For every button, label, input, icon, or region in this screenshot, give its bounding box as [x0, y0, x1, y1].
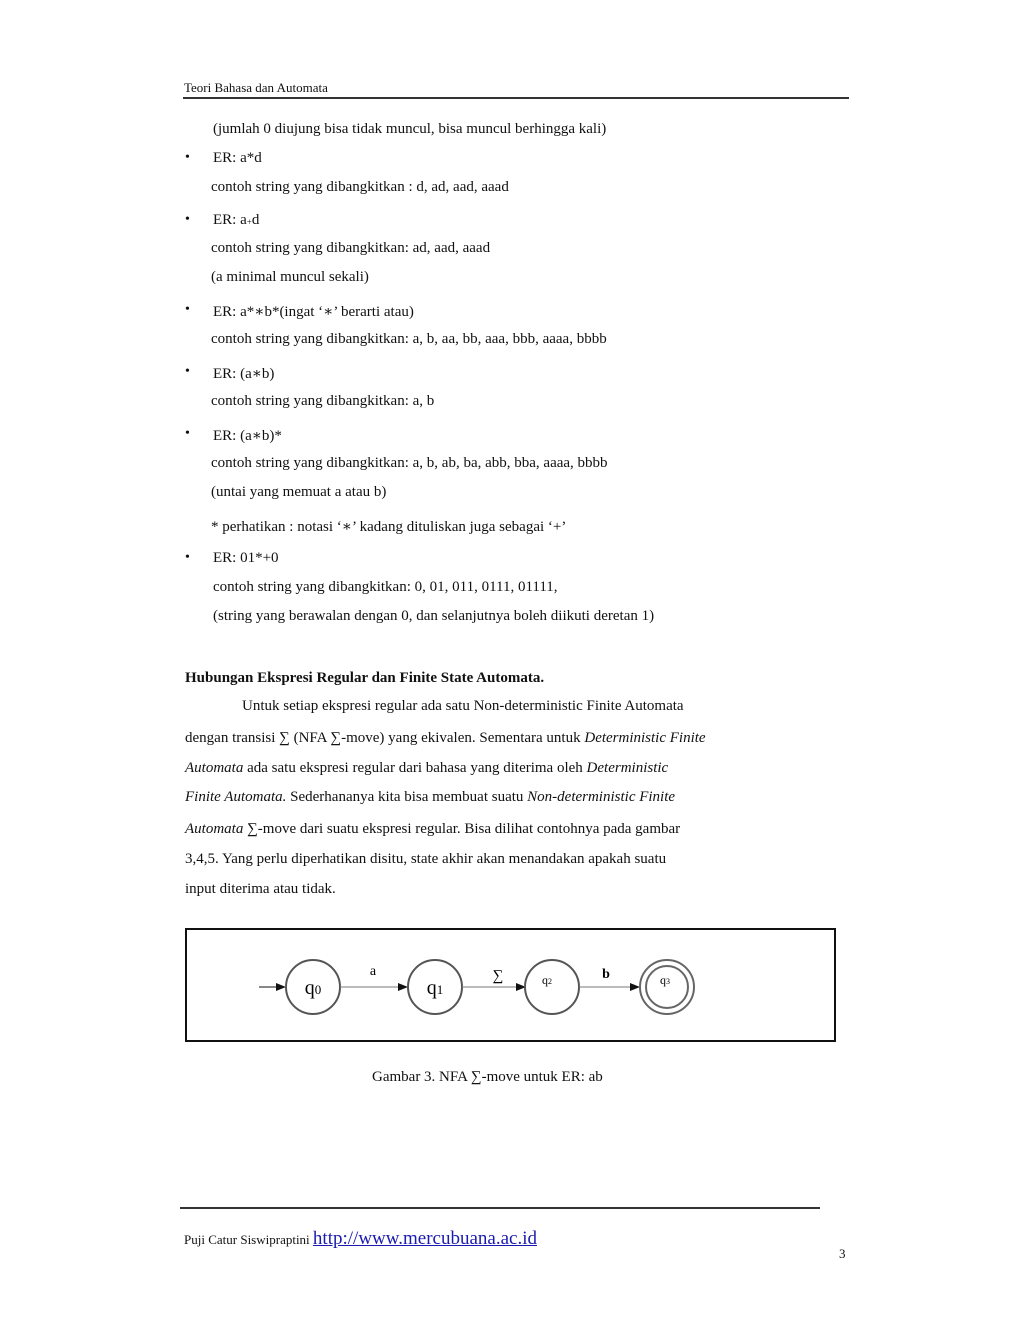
text-line: contoh string yang dibangkitkan: a, b, ab, ba, abb, bba, aaaa, bbbb	[211, 455, 608, 471]
paragraph-line: 3,4,5. Yang perlu diperhatikan disitu, state akhir akan menandakan apakah suatu	[185, 851, 667, 867]
bullet-icon: •	[185, 426, 190, 441]
text-line: (untai yang memuat a atau b)	[211, 484, 387, 500]
text-line: contoh string yang dibangkitkan : d, ad, aad, aaad	[211, 179, 509, 195]
bullet-item: ER: 01*+0	[213, 550, 279, 566]
figure-frame	[185, 928, 836, 1042]
state-q2	[525, 960, 579, 1014]
text-line: (string yang berawalan dengan 0, dan selanjutnya boleh diikuti deretan 1)	[213, 608, 655, 624]
text-line: (jumlah 0 diujung bisa tidak muncul, bisa muncul berhingga kali)	[213, 121, 607, 137]
bullet-item: ER: (a∗b)*	[213, 428, 282, 444]
state-q2-label: q2	[542, 973, 552, 987]
bullet-icon: •	[185, 364, 190, 379]
paragraph-line: Untuk setiap ekspresi regular ada satu Non-deterministic Finite Automata	[242, 698, 684, 714]
state-q0-label: q0	[304, 977, 322, 999]
header-rule	[183, 97, 849, 99]
footer-rule	[180, 1207, 820, 1209]
running-header: Teori Bahasa dan Automata	[184, 80, 328, 95]
bullet-icon: •	[185, 550, 190, 565]
bullet-icon: •	[185, 302, 190, 317]
footer	[184, 1228, 537, 1250]
bullet-item: ER: a*∗b*(ingat ‘∗’ berarti atau)	[213, 304, 414, 320]
text-line: (a minimal muncul sekali)	[211, 269, 369, 285]
paragraph-line: input diterima atau tidak.	[185, 881, 336, 897]
paragraph-line: Finite Automata. Sederhananya kita bisa membuat suatu Non-deterministic Finite	[185, 789, 676, 805]
paragraph-line: Automata ∑-move dari suatu ekspresi regular. Bisa dilihat contohnya pada gambar	[185, 821, 681, 837]
text-line: contoh string yang dibangkitkan: a, b, aa, bb, aaa, bbb, aaaa, bbbb	[211, 331, 607, 347]
state-q3-label: q3	[660, 973, 670, 987]
footer-author: Puji Catur Siswipraptini	[184, 1232, 310, 1247]
bullet-icon: •	[185, 150, 190, 165]
text-line: contoh string yang dibangkitkan: ad, aad, aaad	[211, 240, 491, 256]
state-q3-inner	[646, 966, 688, 1008]
text-line: contoh string yang dibangkitkan: a, b	[211, 393, 435, 409]
footer-link[interactable]: http://www.mercubuana.ac.id	[312, 1228, 537, 1249]
nfa-diagram	[187, 930, 834, 1040]
bullet-item: ER: (a∗b)	[213, 366, 275, 382]
paragraph-line: dengan transisi ∑ (NFA ∑-move) yang ekivalen. Sementara untuk Deterministic Finite	[185, 730, 706, 746]
page-number: 3	[839, 1246, 846, 1261]
transition-b-label: b	[602, 967, 610, 982]
text-line: * perhatikan : notasi ‘∗’ kadang dituliskan juga sebagai ‘+’	[211, 519, 567, 535]
bullet-item: ER: a+d	[213, 212, 260, 228]
state-q1-label: q1	[426, 977, 444, 999]
bullet-icon: •	[185, 212, 190, 227]
text-line: contoh string yang dibangkitkan: 0, 01, 011, 0111, 01111,	[213, 579, 558, 595]
section-heading: Hubungan Ekspresi Regular dan Finite State Automata.	[185, 670, 545, 686]
bullet-item: ER: a*d	[213, 150, 262, 166]
figure-caption: Gambar 3. NFA ∑-move untuk ER: ab	[372, 1069, 603, 1085]
transition-a-label: a	[369, 964, 377, 979]
paragraph-line: Automata ada satu ekspresi regular dari bahasa yang diterima oleh Deterministic	[185, 760, 669, 776]
transition-sigma-label: ∑	[492, 968, 504, 984]
